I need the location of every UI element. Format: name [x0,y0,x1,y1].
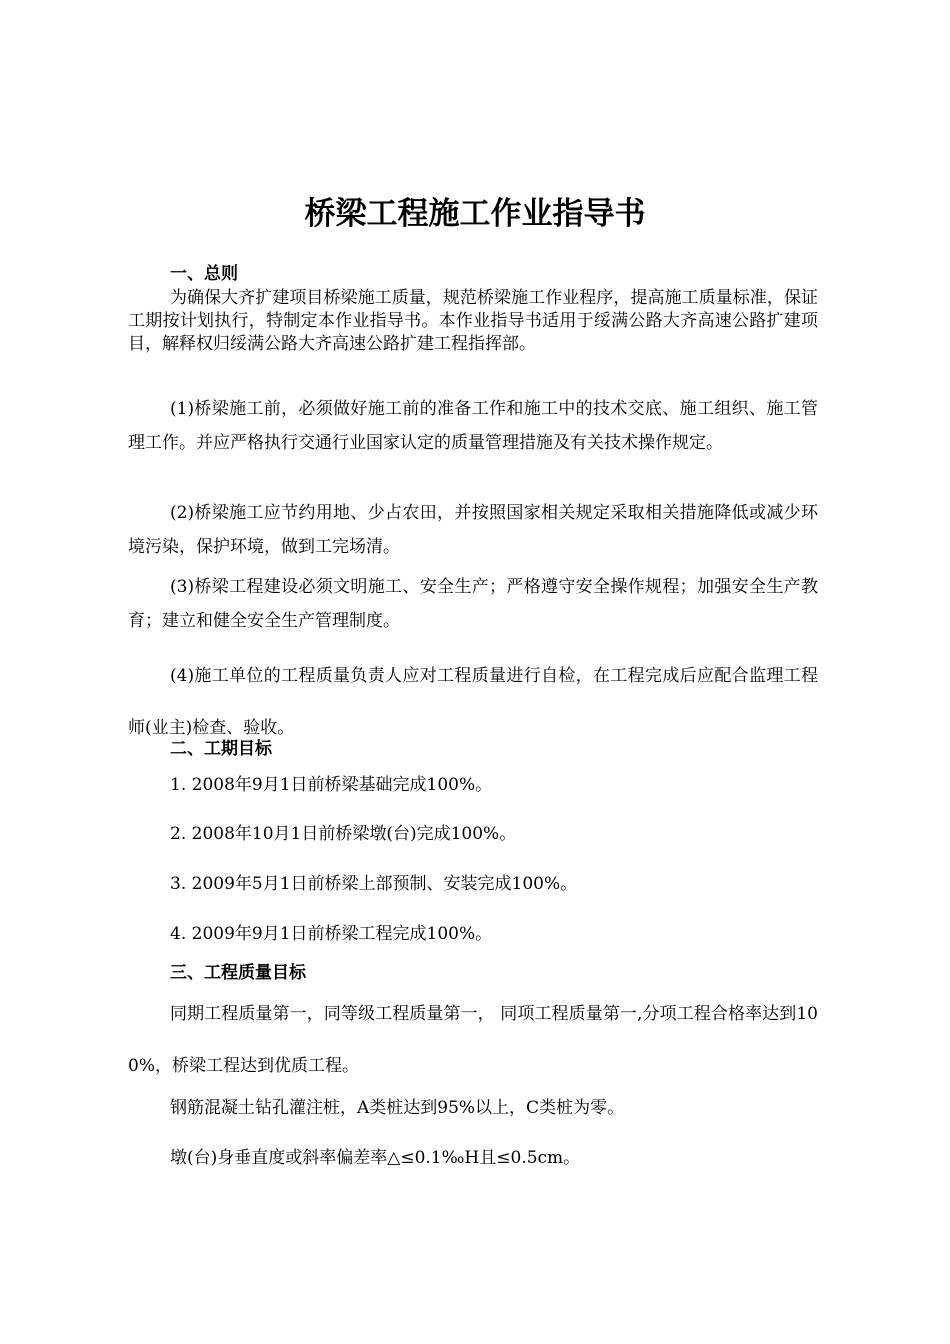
quality-pier-verticality: 墩(台)身垂直度或斜率偏差率△≤0.1‰H且≤0.5cm。 [170,1148,581,1168]
paragraph-intro: 为确保大齐扩建项目桥梁施工质量，规范桥梁施工作业程序，提高施工质量标准，保证工期按计划执行，特制定本作业指导书。本作业指导书适用于绥满公路大齐高速公路扩建项目，解释权归绥满公路大齐高速公路扩建工程指挥部。 [128,288,818,354]
schedule-item-2: 2. 2008年10月1日前桥梁墩(台)完成100%。 [170,824,517,844]
paragraph-item-1: (1)桥梁施工前，必须做好施工前的准备工作和施工中的技术交底、施工组织、施工管理工作。并应严格执行交通行业国家认定的质量管理措施及有关技术操作规定。 [128,399,818,453]
schedule-item-4: 4. 2009年9月1日前桥梁工程完成100%。 [170,924,493,944]
paragraph-item-2: (2)桥梁施工应节约用地、少占农田，并按照国家相关规定采取相关措施降低或减少环境污染，保护环境，做到工完场清。 [128,503,818,557]
section-heading-schedule: 二、工期目标 [170,739,272,759]
paragraph-item-4: (4)施工单位的工程质量负责人应对工程质量进行自检，在工程完成后应配合监理工程师(业主)检查、验收。 [128,666,818,738]
document-title: 桥梁工程施工作业指导书 [304,196,646,232]
quality-pile-standard: 钢筋混凝土钻孔灌注桩，A类桩达到95%以上，C类桩为零。 [170,1098,625,1118]
schedule-item-1: 1. 2008年9月1日前桥梁基础完成100%。 [170,775,493,795]
paragraph-item-3: (3)桥梁工程建设必须文明施工、安全生产；严格遵守安全操作规程；加强安全生产教育；建立和健全安全生产管理制度。 [128,577,818,631]
quality-paragraph: 同期工程质量第一，同等级工程质量第一， 同项工程质量第一,分项工程合格率达到100%，桥梁工程达到优质工程。 [128,1004,818,1076]
schedule-item-3: 3. 2009年5月1日前桥梁上部预制、安装完成100%。 [170,874,578,894]
section-heading-quality: 三、工程质量目标 [170,963,306,983]
section-heading-general: 一、总则 [170,264,238,284]
